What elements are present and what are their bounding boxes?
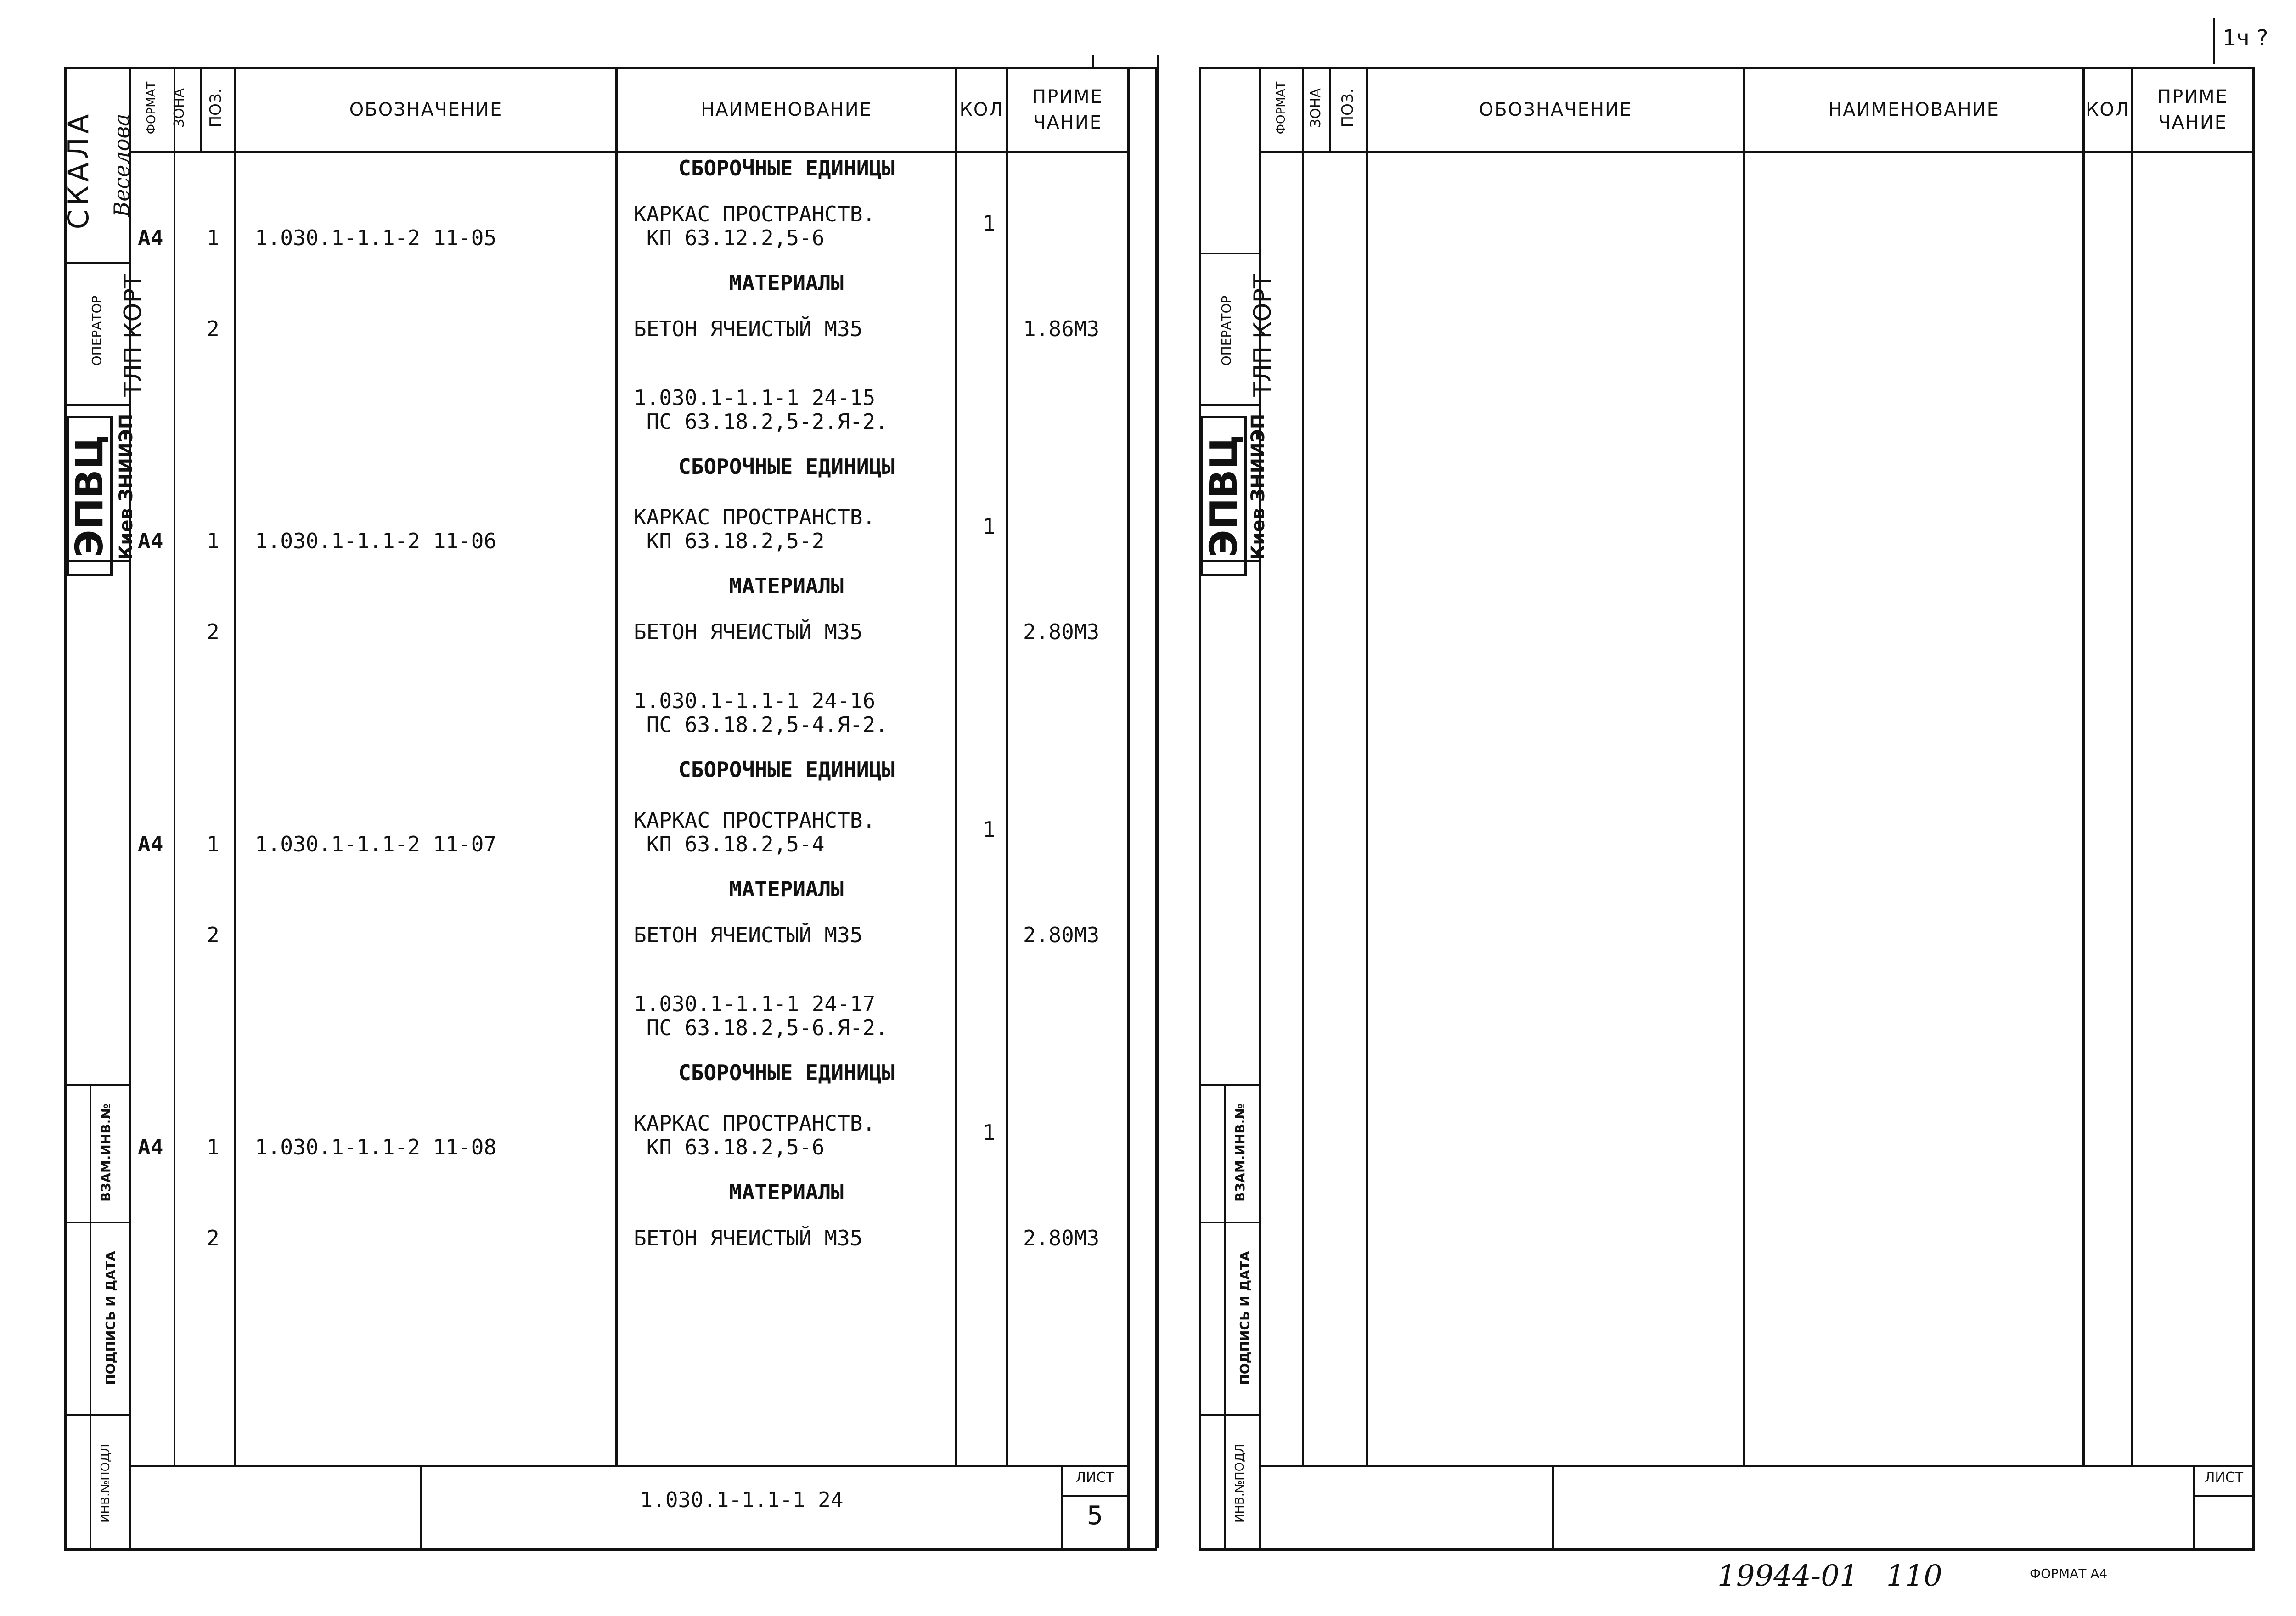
header-zona: ЗОНА xyxy=(171,88,187,128)
row-format: А4 xyxy=(138,832,163,856)
row-naimenovanie: БЕТОН ЯЧЕИСТЫЙ М35 xyxy=(634,316,863,341)
r-stamp-operator: ТЛП КОРТ xyxy=(1249,274,1277,397)
row-kol: 1 xyxy=(983,514,996,539)
row-naimenovanie: КАРКАС ПРОСТРАНСТВ. КП 63.18.2,5-2 xyxy=(634,505,876,553)
row-naimenovanie: КАРКАС ПРОСТРАНСТВ. КП 63.18.2,5-6 xyxy=(634,1111,876,1160)
row-section-heading: МАТЕРИАЛЫ xyxy=(729,270,844,295)
r-stamp-inv-podl: ИНВ.№ПОДЛ xyxy=(1233,1443,1247,1523)
r-footer-list-label: ЛИСТ xyxy=(2204,1470,2244,1486)
row-oboznachenie: 1.030.1-1.1-2 11-05 xyxy=(255,225,497,250)
stamp-org: ЭПВЦ xyxy=(68,434,112,557)
r-header-naimenovanie: НАИМЕНОВАНИЕ xyxy=(1828,99,1999,120)
row-poz: 2 xyxy=(207,1226,219,1250)
row-primechanie: 1.86М3 xyxy=(1023,316,1100,341)
stamp-org-sub: Киев ЗНИИЭП xyxy=(116,413,137,560)
row-poz: 1 xyxy=(207,832,219,856)
row-format: А4 xyxy=(138,225,163,250)
row-naimenovanie: 1.030.1-1.1-1 24-15 ПС 63.18.2,5-2.Я-2. xyxy=(634,385,888,434)
row-primechanie: 2.80М3 xyxy=(1023,923,1100,947)
row-kol: 1 xyxy=(983,817,996,842)
r-header-zona: ЗОНА xyxy=(1307,88,1324,128)
row-section-heading: МАТЕРИАЛЫ xyxy=(729,877,844,901)
footer-doc-code: 1.030.1-1.1-1 24 xyxy=(640,1487,844,1512)
footer-list-label: ЛИСТ xyxy=(1075,1470,1114,1486)
r-stamp-org-sub: Киев ЗНИИЭП xyxy=(1248,413,1269,560)
row-oboznachenie: 1.030.1-1.1-2 11-06 xyxy=(255,529,497,553)
row-naimenovanie: КАРКАС ПРОСТРАНСТВ. КП 63.18.2,5-4 xyxy=(634,808,876,856)
r-header-primechanie xyxy=(2133,69,2252,151)
row-naimenovanie: КАРКАС ПРОСТРАНСТВ. КП 63.12.2,5-6 xyxy=(634,202,876,250)
row-section-heading: СБОРОЧНЫЕ ЕДИНИЦЫ xyxy=(678,757,895,782)
row-poz: 1 xyxy=(207,225,219,250)
r-stamp-podpis-data: ПОДПИСЬ И ДАТА xyxy=(1237,1251,1252,1385)
row-oboznachenie: 1.030.1-1.1-2 11-08 xyxy=(255,1135,497,1160)
footer-list-number: 5 xyxy=(1086,1501,1103,1531)
row-naimenovanie: БЕТОН ЯЧЕИСТЫЙ М35 xyxy=(634,619,863,644)
r-stamp-org: ЭПВЦ xyxy=(1202,434,1246,557)
stamp-operator-label: ОПЕРАТОР xyxy=(89,295,104,366)
corner-page-number: 1ч ? xyxy=(2223,25,2268,51)
row-format: А4 xyxy=(138,1135,163,1160)
row-primechanie: 2.80М3 xyxy=(1023,1226,1100,1250)
row-naimenovanie: БЕТОН ЯЧЕИСТЫЙ М35 xyxy=(634,1226,863,1250)
stamp-skala: СКАЛА xyxy=(61,110,95,230)
row-section-heading: МАТЕРИАЛЫ xyxy=(729,574,844,598)
bottom-format-note: ФОРМАТ А4 xyxy=(2030,1566,2108,1581)
row-naimenovanie: 1.030.1-1.1-1 24-17 ПС 63.18.2,5-6.Я-2. xyxy=(634,991,888,1040)
header-kol: КОЛ xyxy=(959,99,1004,120)
r-header-oboznachenie: ОБОЗНАЧЕНИЕ xyxy=(1479,99,1632,120)
header-format: ФОРМАТ xyxy=(145,81,158,135)
row-format: А4 xyxy=(138,529,163,553)
r-stamp-operator-label: ОПЕРАТОР xyxy=(1218,295,1234,366)
row-kol: 1 xyxy=(983,1120,996,1145)
r-header-primechanie-line2: ЧАНИЕ xyxy=(2158,112,2228,133)
row-primechanie: 2.80М3 xyxy=(1023,619,1100,644)
row-section-heading: МАТЕРИАЛЫ xyxy=(729,1180,844,1205)
r-header-poz: ПОЗ. xyxy=(1339,88,1357,128)
bottom-handwritten-number: 19944-01 110 xyxy=(1717,1559,1942,1593)
r-header-kol: КОЛ xyxy=(2086,99,2130,120)
stamp-org-box xyxy=(67,416,113,576)
stamp-podpis-data: ПОДПИСЬ И ДАТА xyxy=(102,1251,118,1385)
r-header-primechanie-line1: ПРИМЕ xyxy=(2157,86,2228,107)
stamp-inv-podl: ИНВ.№ПОДЛ xyxy=(99,1443,113,1523)
row-poz: 1 xyxy=(207,1135,219,1160)
row-poz: 2 xyxy=(207,316,219,341)
row-oboznachenie: 1.030.1-1.1-2 11-07 xyxy=(255,832,497,856)
header-poz: ПОЗ. xyxy=(207,88,225,128)
r-header-format: ФОРМАТ xyxy=(1274,81,1288,135)
row-poz: 1 xyxy=(207,529,219,553)
stamp-operator: ТЛП КОРТ xyxy=(119,274,147,397)
row-naimenovanie: БЕТОН ЯЧЕИСТЫЙ М35 xyxy=(634,923,863,947)
row-kol: 1 xyxy=(983,211,996,236)
row-poz: 2 xyxy=(207,619,219,644)
row-section-heading: СБОРОЧНЫЕ ЕДИНИЦЫ xyxy=(678,454,895,479)
stamp-skala-signature: Веселова xyxy=(109,113,134,217)
header-primechanie-line2: ЧАНИЕ xyxy=(1033,112,1103,133)
header-naimenovanie: НАИМЕНОВАНИЕ xyxy=(701,99,872,120)
header-primechanie xyxy=(1008,69,1127,151)
header-oboznachenie: ОБОЗНАЧЕНИЕ xyxy=(349,99,503,120)
stamp-vzam-inv: ВЗАМ.ИНВ.№ xyxy=(98,1104,113,1202)
row-poz: 2 xyxy=(207,923,219,947)
row-section-heading: СБОРОЧНЫЕ ЕДИНИЦЫ xyxy=(678,156,895,180)
r-stamp-vzam-inv: ВЗАМ.ИНВ.№ xyxy=(1232,1104,1248,1202)
row-naimenovanie: 1.030.1-1.1-1 24-16 ПС 63.18.2,5-4.Я-2. xyxy=(634,688,888,737)
r-stamp-org-box xyxy=(1201,416,1247,576)
row-section-heading: СБОРОЧНЫЕ ЕДИНИЦЫ xyxy=(678,1060,895,1085)
header-primechanie-line1: ПРИМЕ xyxy=(1032,86,1103,107)
